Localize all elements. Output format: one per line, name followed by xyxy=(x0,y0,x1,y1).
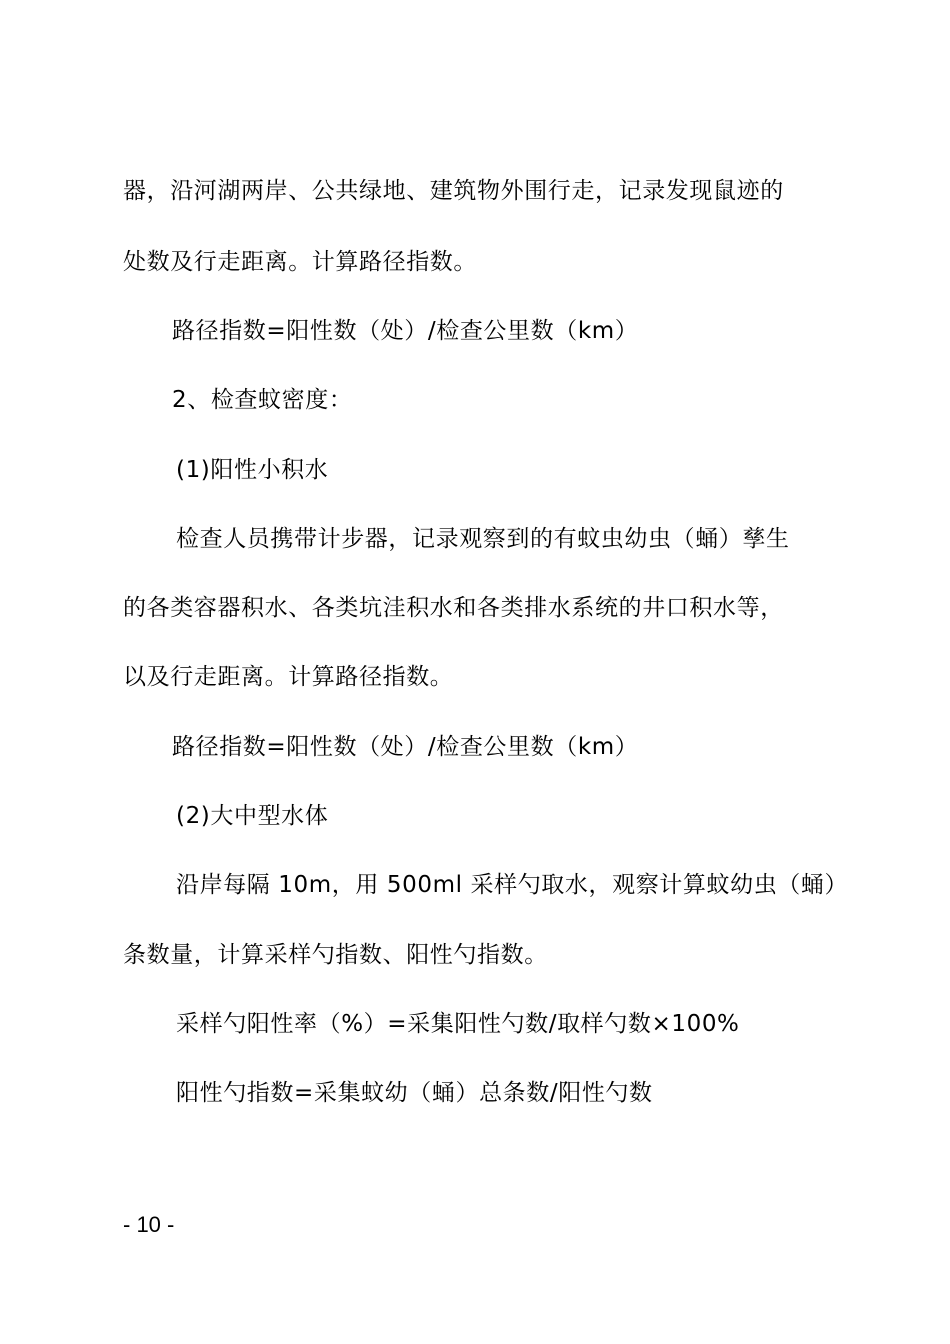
formula-positive-ladle-index: 阳性勺指数=采集蚊幼（蛹）总条数/阳性勺数 xyxy=(176,1080,653,1106)
paragraph-line-2: 处数及行走距离。计算路径指数。 xyxy=(123,249,477,275)
paragraph-line-12: 条数量，计算采样勺指数、阳性勺指数。 xyxy=(123,942,548,968)
formula-positive-ladle-rate: 采样勺阳性率（%）=采集阳性勺数/取样勺数×100% xyxy=(176,1011,740,1037)
formula-path-index-mosquito: 路径指数=阳性数（处）/检查公里数（km） xyxy=(172,734,639,760)
subheading-large-water-body: (2)大中型水体 xyxy=(176,803,329,829)
section-heading-mosquito-density: 2、检查蚊密度： xyxy=(172,387,353,413)
subheading-positive-small-water: (1)阳性小积水 xyxy=(176,457,329,483)
paragraph-line-11: 沿岸每隔 10m，用 500ml 采样勺取水，观察计算蚊幼虫（蛹） xyxy=(176,872,849,898)
page-number: - 10 - xyxy=(123,1212,175,1237)
paragraph-line-1: 器，沿河湖两岸、公共绿地、建筑物外围行走，记录发现鼠迹的 xyxy=(123,178,784,204)
paragraph-line-7: 的各类容器积水、各类坑洼积水和各类排水系统的井口积水等， xyxy=(123,595,784,621)
formula-path-index-rat: 路径指数=阳性数（处）/检查公里数（km） xyxy=(172,318,639,344)
paragraph-line-8: 以及行走距离。计算路径指数。 xyxy=(123,664,454,690)
paragraph-line-6: 检查人员携带计步器，记录观察到的有蚊虫幼虫（蛹）孳生 xyxy=(176,526,790,552)
